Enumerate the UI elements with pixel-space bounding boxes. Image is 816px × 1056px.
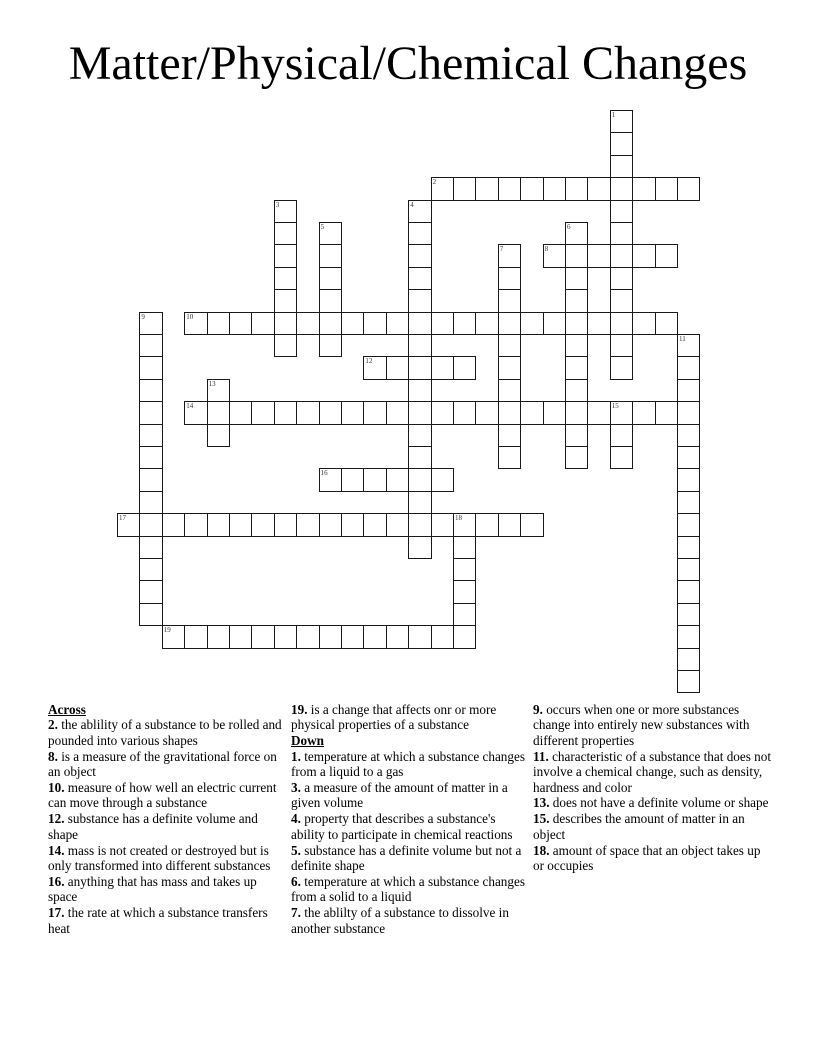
clues-column-2 bbox=[291, 702, 531, 937]
clue-text: describes the amount of matter in an object bbox=[533, 811, 745, 842]
grid-cell[interactable] bbox=[677, 513, 700, 536]
grid-cell[interactable] bbox=[453, 580, 476, 603]
grid-cell[interactable] bbox=[655, 244, 678, 267]
grid-cell[interactable] bbox=[319, 334, 342, 357]
grid-cell[interactable] bbox=[677, 356, 700, 379]
grid-cell[interactable] bbox=[207, 312, 230, 335]
grid-cell[interactable] bbox=[498, 401, 521, 424]
grid-cell[interactable] bbox=[655, 177, 678, 200]
clue-number: 7. bbox=[291, 905, 301, 921]
grid-cell[interactable] bbox=[565, 222, 588, 245]
clue-number: 11. bbox=[533, 748, 549, 764]
grid-cell[interactable] bbox=[677, 558, 700, 581]
grid-cell[interactable] bbox=[565, 289, 588, 312]
grid-cell[interactable] bbox=[319, 267, 342, 290]
grid-cell[interactable] bbox=[610, 446, 633, 469]
grid-cell[interactable] bbox=[319, 222, 342, 245]
grid-cell[interactable] bbox=[498, 424, 521, 447]
grid-cell[interactable] bbox=[565, 401, 588, 424]
grid-cell[interactable] bbox=[207, 513, 230, 536]
grid-cell[interactable] bbox=[408, 334, 431, 357]
grid-cell[interactable] bbox=[453, 356, 476, 379]
grid-cell[interactable] bbox=[341, 468, 364, 491]
clue-text: amount of space that an object takes up or occupies bbox=[533, 842, 761, 874]
grid-cell[interactable] bbox=[498, 312, 521, 335]
grid-cell[interactable] bbox=[431, 513, 454, 536]
clue-down-3 bbox=[291, 780, 531, 811]
cell-number: 6 bbox=[567, 223, 571, 231]
grid-cell[interactable] bbox=[610, 200, 633, 223]
grid-cell[interactable] bbox=[184, 625, 207, 648]
grid-cell[interactable] bbox=[408, 379, 431, 402]
grid-cell[interactable] bbox=[610, 244, 633, 267]
grid-cell[interactable] bbox=[453, 625, 476, 648]
across-heading: Across bbox=[48, 702, 86, 717]
clue-text: occurs when one or more substances change into entirely new substances with different properties bbox=[533, 702, 750, 748]
grid-cell[interactable] bbox=[408, 468, 431, 491]
grid-cell[interactable] bbox=[520, 513, 543, 536]
clue-text: measure of how well an electric current can move through a substance bbox=[48, 780, 277, 811]
grid-cell[interactable] bbox=[408, 289, 431, 312]
grid-cell[interactable] bbox=[139, 513, 162, 536]
grid-cell[interactable] bbox=[543, 401, 566, 424]
clue-text: does not have a definite volume or shape bbox=[552, 795, 769, 811]
clue-number: 5. bbox=[291, 842, 301, 858]
clue-number: 14. bbox=[48, 842, 65, 858]
grid-cell[interactable] bbox=[408, 446, 431, 469]
clue-number: 18. bbox=[533, 842, 550, 858]
grid-cell[interactable] bbox=[498, 334, 521, 357]
grid-cell[interactable] bbox=[296, 312, 319, 335]
cell-number: 1 bbox=[611, 111, 616, 119]
grid-cell[interactable] bbox=[274, 267, 297, 290]
grid-cell[interactable] bbox=[251, 625, 274, 648]
grid-cell[interactable] bbox=[453, 312, 476, 335]
grid-cell[interactable] bbox=[565, 244, 588, 267]
grid-cell[interactable] bbox=[565, 312, 588, 335]
grid-cell[interactable] bbox=[475, 312, 498, 335]
grid-cell[interactable] bbox=[520, 177, 543, 200]
grid-cell[interactable] bbox=[139, 379, 162, 402]
clues-column-3 bbox=[533, 702, 773, 874]
clue-across-12 bbox=[48, 811, 288, 842]
grid-cell[interactable] bbox=[655, 401, 678, 424]
clue-across-19 bbox=[291, 702, 531, 733]
grid-cell[interactable] bbox=[408, 536, 431, 559]
grid-cell[interactable] bbox=[610, 334, 633, 357]
grid-cell[interactable] bbox=[229, 312, 252, 335]
grid-cell[interactable] bbox=[632, 401, 655, 424]
grid-cell[interactable] bbox=[386, 401, 409, 424]
cell-number: 17 bbox=[119, 514, 126, 523]
grid-cell[interactable] bbox=[296, 513, 319, 536]
grid-cell[interactable] bbox=[386, 468, 409, 491]
grid-cell[interactable] bbox=[363, 312, 386, 335]
cell-number: 5 bbox=[320, 223, 325, 231]
cell-number: 12 bbox=[365, 357, 373, 366]
cell-number: 3 bbox=[275, 200, 280, 209]
clue-across-16 bbox=[48, 874, 288, 905]
grid-cell[interactable] bbox=[207, 401, 230, 424]
page-title: Matter/Physical/Chemical Changes bbox=[68, 37, 748, 90]
clue-text: characteristic of a substance that does not involve a chemical change, such as density, hardness and color bbox=[533, 748, 772, 795]
clue-down-1 bbox=[291, 749, 531, 780]
grid-cell[interactable] bbox=[274, 200, 297, 223]
grid-cell[interactable] bbox=[677, 670, 700, 693]
grid-cell[interactable] bbox=[341, 625, 364, 648]
grid-cell[interactable] bbox=[610, 289, 633, 312]
grid-cell[interactable] bbox=[274, 244, 297, 267]
clue-text: is a measure of the gravitational force on an object bbox=[48, 748, 277, 780]
clue-down-18 bbox=[533, 843, 773, 874]
cell-number: 13 bbox=[208, 379, 216, 388]
grid-cell[interactable] bbox=[408, 312, 431, 335]
grid-cell[interactable] bbox=[341, 401, 364, 424]
grid-cell[interactable] bbox=[386, 625, 409, 648]
grid-cell[interactable] bbox=[274, 222, 297, 245]
grid-cell[interactable] bbox=[431, 356, 454, 379]
clue-number: 4. bbox=[291, 811, 301, 827]
grid-cell[interactable] bbox=[610, 267, 633, 290]
grid-cell[interactable] bbox=[296, 401, 319, 424]
grid-cell[interactable] bbox=[139, 446, 162, 469]
clue-text: is a change that affects onr or more physical properties of a substance bbox=[291, 702, 497, 733]
clue-text: temperature at which a substance changes from a solid to a liquid bbox=[291, 873, 525, 905]
grid-cell[interactable] bbox=[565, 379, 588, 402]
clues-section bbox=[48, 702, 778, 962]
clue-number: 6. bbox=[291, 873, 301, 889]
grid-cell[interactable] bbox=[565, 356, 588, 379]
cell-number: 14 bbox=[186, 402, 194, 411]
grid-cell[interactable] bbox=[363, 401, 386, 424]
cell-number: 16 bbox=[320, 469, 328, 478]
cell-number: 11 bbox=[679, 335, 686, 343]
grid-cell[interactable] bbox=[610, 424, 633, 447]
grid-cell[interactable] bbox=[274, 312, 297, 335]
clue-number: 3. bbox=[291, 780, 301, 796]
grid-cell[interactable] bbox=[677, 446, 700, 469]
grid-cell[interactable] bbox=[274, 625, 297, 648]
grid-cell[interactable] bbox=[319, 401, 342, 424]
clue-number: 13. bbox=[533, 795, 550, 811]
grid-cell[interactable] bbox=[587, 312, 610, 335]
grid-cell[interactable] bbox=[207, 379, 230, 402]
grid-cell[interactable] bbox=[319, 244, 342, 267]
grid-cell[interactable] bbox=[677, 491, 700, 514]
grid-cell[interactable] bbox=[498, 446, 521, 469]
grid-cell[interactable] bbox=[565, 334, 588, 357]
clue-number: 16. bbox=[48, 873, 65, 889]
grid-cell[interactable] bbox=[408, 513, 431, 536]
grid-cell[interactable] bbox=[274, 401, 297, 424]
clue-across-17 bbox=[48, 905, 288, 936]
grid-cell[interactable] bbox=[408, 267, 431, 290]
grid-cell[interactable] bbox=[207, 424, 230, 447]
grid-cell[interactable] bbox=[431, 625, 454, 648]
grid-cell[interactable] bbox=[139, 312, 162, 335]
grid-cell[interactable] bbox=[453, 513, 476, 536]
grid-cell[interactable] bbox=[610, 356, 633, 379]
grid-cell[interactable] bbox=[139, 580, 162, 603]
grid-cell[interactable] bbox=[475, 401, 498, 424]
grid-cell[interactable] bbox=[408, 491, 431, 514]
grid-cell[interactable] bbox=[296, 625, 319, 648]
clue-text: substance has a definite volume and shape bbox=[48, 811, 258, 842]
grid-cell[interactable] bbox=[408, 356, 431, 379]
grid-cell[interactable] bbox=[408, 222, 431, 245]
grid-cell[interactable] bbox=[453, 401, 476, 424]
clue-number: 17. bbox=[48, 905, 65, 921]
grid-cell[interactable] bbox=[319, 625, 342, 648]
cell-number: 10 bbox=[186, 312, 194, 321]
grid-cell[interactable] bbox=[632, 312, 655, 335]
grid-cell[interactable] bbox=[543, 312, 566, 335]
clue-number: 8. bbox=[48, 748, 58, 764]
clue-across-10 bbox=[48, 780, 288, 811]
clue-number: 2. bbox=[48, 717, 58, 733]
grid-cell[interactable] bbox=[610, 132, 633, 155]
grid-cell[interactable] bbox=[408, 424, 431, 447]
grid-cell[interactable] bbox=[139, 468, 162, 491]
clue-down-5 bbox=[291, 843, 531, 874]
grid-cell[interactable] bbox=[677, 536, 700, 559]
grid-cell[interactable] bbox=[229, 513, 252, 536]
grid-cell[interactable] bbox=[587, 244, 610, 267]
clue-across-8 bbox=[48, 749, 288, 780]
grid-cell[interactable] bbox=[251, 401, 274, 424]
grid-cell[interactable] bbox=[341, 513, 364, 536]
grid-cell[interactable] bbox=[610, 177, 633, 200]
grid-cell[interactable] bbox=[610, 401, 633, 424]
grid-cell[interactable] bbox=[610, 312, 633, 335]
grid-cell[interactable] bbox=[587, 401, 610, 424]
grid-cell[interactable] bbox=[431, 468, 454, 491]
clue-across-14 bbox=[48, 843, 288, 874]
grid-cell[interactable] bbox=[565, 424, 588, 447]
cell-number: 19 bbox=[163, 626, 171, 635]
clue-number: 15. bbox=[533, 811, 550, 827]
grid-cell[interactable] bbox=[274, 513, 297, 536]
grid-cell[interactable] bbox=[498, 379, 521, 402]
grid-cell[interactable] bbox=[610, 222, 633, 245]
clue-across-2 bbox=[48, 717, 288, 748]
clue-text: substance has a definite volume but not a definite shape bbox=[291, 842, 522, 874]
clue-down-13 bbox=[533, 795, 773, 810]
cell-number: 9 bbox=[141, 312, 145, 321]
grid-cell[interactable] bbox=[453, 558, 476, 581]
clue-number: 9. bbox=[533, 702, 543, 717]
clue-text: mass is not created or destroyed but is only transformed into different substances bbox=[48, 842, 271, 874]
grid-cell[interactable] bbox=[677, 379, 700, 402]
cell-number: 4 bbox=[410, 200, 414, 209]
grid-cell[interactable] bbox=[632, 177, 655, 200]
grid-cell[interactable] bbox=[319, 312, 342, 335]
grid-cell[interactable] bbox=[139, 356, 162, 379]
grid-cell[interactable] bbox=[184, 401, 207, 424]
clue-text: property that describes a substance's ability to participate in chemical reactions bbox=[291, 811, 513, 842]
clue-number: 12. bbox=[48, 811, 65, 827]
grid-cell[interactable] bbox=[139, 558, 162, 581]
grid-cell[interactable] bbox=[498, 513, 521, 536]
grid-cell[interactable] bbox=[139, 334, 162, 357]
grid-cell[interactable] bbox=[475, 513, 498, 536]
grid-cell[interactable] bbox=[520, 312, 543, 335]
grid-cell[interactable] bbox=[408, 200, 431, 223]
cell-number: 18 bbox=[455, 514, 462, 523]
grid-cell[interactable] bbox=[677, 648, 700, 671]
grid-cell[interactable] bbox=[677, 334, 700, 357]
cell-number: 15 bbox=[611, 402, 619, 411]
grid-cell[interactable] bbox=[363, 513, 386, 536]
grid-cell[interactable] bbox=[162, 513, 185, 536]
grid-cell[interactable] bbox=[677, 580, 700, 603]
grid-cell[interactable] bbox=[677, 625, 700, 648]
grid-cell[interactable] bbox=[139, 603, 162, 626]
grid-cell[interactable] bbox=[408, 625, 431, 648]
grid-cell[interactable] bbox=[319, 289, 342, 312]
grid-cell[interactable] bbox=[431, 312, 454, 335]
grid-cell[interactable] bbox=[475, 177, 498, 200]
grid-cell[interactable] bbox=[274, 334, 297, 357]
grid-cell[interactable] bbox=[610, 155, 633, 178]
grid-cell[interactable] bbox=[386, 312, 409, 335]
clue-down-7 bbox=[291, 905, 531, 936]
grid-cell[interactable] bbox=[453, 536, 476, 559]
grid-cell[interactable] bbox=[498, 244, 521, 267]
grid-cell[interactable] bbox=[139, 424, 162, 447]
clue-number: 10. bbox=[48, 780, 65, 796]
grid-cell[interactable] bbox=[139, 401, 162, 424]
clue-text: temperature at which a substance changes from a liquid to a gas bbox=[291, 748, 525, 780]
grid-cell[interactable] bbox=[363, 625, 386, 648]
grid-cell[interactable] bbox=[184, 312, 207, 335]
grid-cell[interactable] bbox=[229, 401, 252, 424]
grid-cell[interactable] bbox=[162, 625, 185, 648]
clue-text: the ablility of a substance to be rolled and pounded into various shapes bbox=[48, 717, 282, 748]
grid-cell[interactable] bbox=[677, 177, 700, 200]
grid-cell[interactable] bbox=[453, 603, 476, 626]
clues-column-1 bbox=[48, 702, 288, 937]
down-heading: Down bbox=[291, 733, 324, 749]
cell-number: 2 bbox=[432, 178, 437, 187]
grid-cell[interactable] bbox=[610, 110, 633, 133]
grid-cell[interactable] bbox=[431, 177, 454, 200]
grid-cell[interactable] bbox=[498, 177, 521, 200]
grid-cell[interactable] bbox=[251, 312, 274, 335]
grid-cell[interactable] bbox=[565, 446, 588, 469]
grid-cell[interactable] bbox=[363, 356, 386, 379]
clue-text: the ablilty of a substance to dissolve in another substance bbox=[291, 905, 509, 936]
grid-cell[interactable] bbox=[386, 513, 409, 536]
grid-cell[interactable] bbox=[341, 312, 364, 335]
cell-number: 8 bbox=[544, 245, 549, 254]
grid-cell[interactable] bbox=[543, 177, 566, 200]
grid-cell[interactable] bbox=[319, 513, 342, 536]
clue-text: the rate at which a substance transfers heat bbox=[48, 905, 268, 936]
grid-cell[interactable] bbox=[543, 244, 566, 267]
grid-cell[interactable] bbox=[184, 513, 207, 536]
grid-cell[interactable] bbox=[498, 267, 521, 290]
grid-cell[interactable] bbox=[498, 356, 521, 379]
grid-cell[interactable] bbox=[565, 177, 588, 200]
clue-number: 1. bbox=[291, 748, 301, 764]
grid-cell[interactable] bbox=[498, 289, 521, 312]
grid-cell[interactable] bbox=[207, 625, 230, 648]
grid-cell[interactable] bbox=[632, 244, 655, 267]
clue-number: 19. bbox=[291, 702, 308, 717]
clue-text: anything that has mass and takes up space bbox=[48, 873, 257, 905]
grid-cell[interactable] bbox=[453, 177, 476, 200]
grid-cell[interactable] bbox=[139, 491, 162, 514]
clue-text: a measure of the amount of matter in a given volume bbox=[291, 780, 508, 811]
cell-number: 7 bbox=[499, 245, 504, 254]
grid-cell[interactable] bbox=[229, 625, 252, 648]
grid-cell[interactable] bbox=[139, 536, 162, 559]
clue-down-15 bbox=[533, 811, 773, 842]
grid-cell[interactable] bbox=[274, 289, 297, 312]
clue-down-4 bbox=[291, 811, 531, 842]
grid-cell[interactable] bbox=[117, 513, 140, 536]
grid-cell[interactable] bbox=[677, 424, 700, 447]
grid-cell[interactable] bbox=[677, 401, 700, 424]
clue-down-11 bbox=[533, 749, 773, 795]
grid-cell[interactable] bbox=[431, 401, 454, 424]
grid-cell[interactable] bbox=[677, 468, 700, 491]
grid-cell[interactable] bbox=[677, 603, 700, 626]
clue-down-9 bbox=[533, 702, 773, 748]
clue-down-6 bbox=[291, 874, 531, 905]
grid-cell[interactable] bbox=[655, 312, 678, 335]
grid-cell[interactable] bbox=[251, 513, 274, 536]
grid-cell[interactable] bbox=[565, 267, 588, 290]
grid-cell[interactable] bbox=[408, 401, 431, 424]
grid-cell[interactable] bbox=[587, 177, 610, 200]
grid-cell[interactable] bbox=[408, 244, 431, 267]
grid-cell[interactable] bbox=[319, 468, 342, 491]
grid-cell[interactable] bbox=[386, 356, 409, 379]
grid-cell[interactable] bbox=[520, 401, 543, 424]
grid-cell[interactable] bbox=[363, 468, 386, 491]
